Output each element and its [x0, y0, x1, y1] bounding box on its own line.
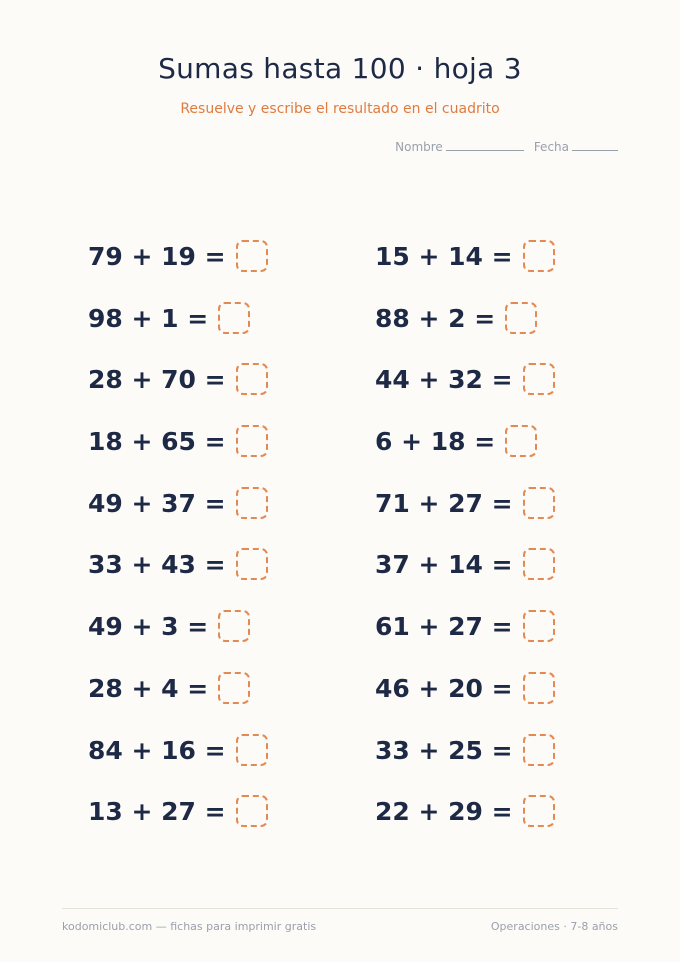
date-field: [534, 138, 618, 154]
footer-divider: [62, 908, 618, 909]
problem-expression: 71 + 27 =: [375, 488, 513, 518]
problem-row: [88, 300, 268, 362]
answer-box[interactable]: [236, 363, 268, 395]
answer-box[interactable]: [236, 548, 268, 580]
answer-box[interactable]: [523, 487, 555, 519]
answer-box[interactable]: [505, 425, 537, 457]
problems-column-right: [375, 238, 555, 855]
answer-box[interactable]: [218, 672, 250, 704]
answer-box[interactable]: [236, 795, 268, 827]
name-label: Nombre: [395, 140, 443, 154]
problem-row: [375, 793, 555, 855]
footer-site: kodomiclub.com — fichas para imprimir gratis: [62, 920, 317, 933]
problem-row: [375, 300, 555, 362]
instructions: Resuelve y escribe el resultado en el cuadrito: [180, 101, 500, 117]
page-title: Sumas hasta 100 · hoja 3: [158, 52, 522, 85]
problem-row: [375, 732, 555, 794]
problem-expression: 79 + 19 =: [88, 242, 226, 271]
problem-expression: 88 + 2 =: [375, 303, 496, 333]
student-info: [395, 138, 618, 154]
problem-row: [88, 546, 268, 608]
problem-expression: 61 + 27 =: [375, 612, 513, 642]
problem-row: [375, 423, 555, 485]
problem-row: [375, 485, 555, 547]
problem-expression: 13 + 27 =: [88, 797, 226, 827]
answer-box[interactable]: [523, 240, 555, 272]
problem-row: [375, 238, 555, 300]
problem-expression: 6 + 18 =: [375, 427, 496, 457]
problem-row: [88, 732, 268, 794]
answer-box[interactable]: [236, 734, 268, 766]
problem-row: [88, 670, 268, 732]
footer-category: Operaciones · 7-8 años: [490, 920, 618, 933]
answer-box[interactable]: [236, 240, 268, 272]
name-field: [395, 138, 524, 154]
problem-expression: 49 + 3 =: [88, 612, 209, 642]
problem-expression: 22 + 29 =: [375, 797, 513, 827]
answer-box[interactable]: [523, 795, 555, 827]
problem-row: [88, 485, 268, 547]
problem-expression: 98 + 1 =: [88, 303, 209, 333]
problem-row: [375, 361, 555, 423]
problem-expression: 44 + 32 =: [375, 365, 513, 395]
problem-expression: 33 + 43 =: [88, 550, 226, 580]
problem-expression: 18 + 65 =: [88, 427, 226, 457]
problem-expression: 46 + 20 =: [375, 673, 513, 703]
answer-box[interactable]: [523, 548, 555, 580]
problem-row: [375, 608, 555, 670]
problem-row: [375, 670, 555, 732]
answer-box[interactable]: [236, 487, 268, 519]
answer-box[interactable]: [218, 302, 250, 334]
answer-box[interactable]: [218, 610, 250, 642]
answer-box[interactable]: [523, 610, 555, 642]
answer-box[interactable]: [523, 672, 555, 704]
problem-expression: 84 + 16 =: [88, 735, 226, 765]
problem-row: [88, 608, 268, 670]
problem-row: [88, 361, 268, 423]
problem-expression: 28 + 4 =: [88, 673, 209, 703]
answer-box[interactable]: [523, 734, 555, 766]
problem-expression: 15 + 14 =: [375, 242, 513, 271]
problem-row: [88, 423, 268, 485]
problem-expression: 37 + 14 =: [375, 550, 513, 580]
date-label: Fecha: [533, 140, 569, 154]
problem-row: [88, 238, 268, 300]
answer-box[interactable]: [236, 425, 268, 457]
problem-expression: 49 + 37 =: [88, 488, 226, 518]
answer-box[interactable]: [523, 363, 555, 395]
problems-column-left: [88, 238, 268, 855]
problem-row: [88, 793, 268, 855]
date-line: [572, 138, 618, 151]
problem-expression: 33 + 25 =: [375, 735, 513, 765]
name-line: [446, 138, 524, 151]
problem-expression: 28 + 70 =: [88, 365, 226, 395]
answer-box[interactable]: [505, 302, 537, 334]
problem-row: [375, 546, 555, 608]
